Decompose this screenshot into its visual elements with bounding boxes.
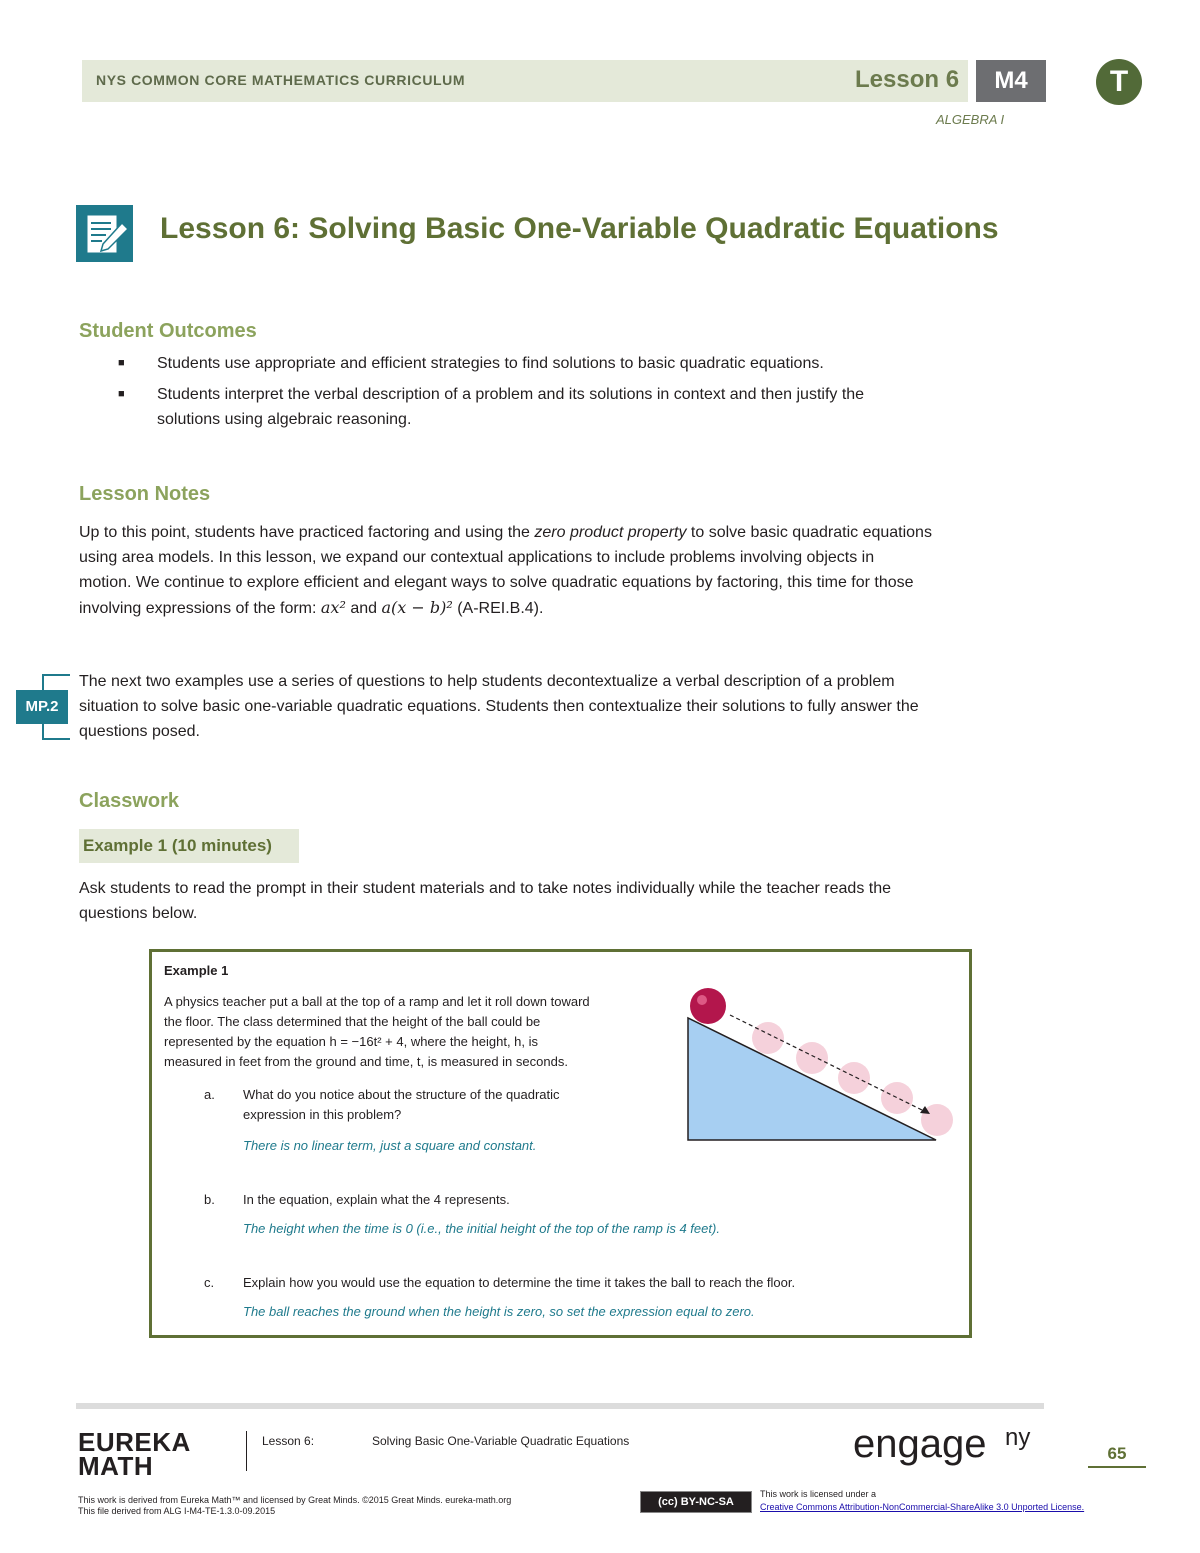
ghost-ball (838, 1062, 870, 1094)
mp-paragraph-line: questions posed. (79, 723, 200, 740)
derived-note: This work is derived from Eureka Math™ and licensed by Great Minds. ©2015 Great Minds. eureka-math.org (78, 1495, 512, 1505)
notes-paragraph-line: motion. We continue to explore efficient and elegant ways to solve quadratic equations by factoring, this time for those (79, 574, 914, 591)
example-box (149, 949, 972, 1338)
instructions-line: questions below. (79, 905, 198, 922)
math-expression: a(x − b)² (381, 598, 453, 617)
ramp-illustration (680, 980, 960, 1145)
footer-rule (76, 1403, 1044, 1409)
classwork-heading: Classwork (79, 790, 180, 812)
math-expression: ax² (320, 598, 346, 617)
zero-product-property: zero product property (534, 524, 687, 541)
outcome-item: Students interpret the verbal description of a problem and its solutions in context and then justify the (157, 386, 865, 403)
ball (690, 988, 726, 1024)
lesson-label: Lesson 6 (855, 66, 960, 93)
notes-paragraph-line: involving expressions of the form: ax² and a(x − b)² (A-REI.B.4). (79, 598, 544, 617)
example-prompt-line: measured in feet from the ground and time, t, is measured in seconds. (164, 1054, 568, 1069)
page-title: Lesson 6: Solving Basic One-Variable Quadratic Equations (160, 212, 999, 245)
ghost-ball (752, 1022, 784, 1054)
course-label: ALGEBRA I (936, 112, 1005, 127)
mp-tag: MP.2 (16, 690, 68, 724)
curriculum-label: NYS COMMON CORE MATHEMATICS CURRICULUM (96, 72, 466, 88)
answer-text: The height when the time is 0 (i.e., the initial height of the top of the ramp is 4 feet). (243, 1221, 720, 1236)
question-letter: b. (204, 1192, 215, 1207)
teacher-badge: T (1096, 59, 1142, 105)
mp-paragraph-line: The next two examples use a series of questions to help students decontextualize a verbal description of a problem (79, 673, 895, 690)
question-letter: a. (204, 1087, 215, 1102)
answer-text: There is no linear term, just a square and constant. (243, 1138, 537, 1153)
notes-heading: Lesson Notes (79, 483, 211, 505)
question-text: What do you notice about the structure of the quadratic (243, 1087, 560, 1102)
outcomes-heading: Student Outcomes (79, 320, 257, 342)
module-badge: M4 (976, 60, 1046, 102)
outcome-item: Students use appropriate and efficient strategies to find solutions to basic quadratic equations. (157, 355, 824, 372)
example-prompt-line: the floor. The class determined that the height of the ball could be (164, 1014, 541, 1029)
example-prompt-line: A physics teacher put a ball at the top of a ramp and let it roll down toward (164, 994, 590, 1009)
footer-lesson-title: Solving Basic One-Variable Quadratic Equations (372, 1434, 630, 1448)
license-link[interactable]: Creative Commons Attribution-NonCommercial-ShareAlike 3.0 Unported License. (760, 1502, 1085, 1512)
outcome-item-continued: solutions using algebraic reasoning. (157, 411, 412, 428)
question-text: expression in this problem? (243, 1107, 402, 1122)
example-title: Example 1 (164, 963, 229, 978)
ghost-ball (881, 1082, 913, 1114)
question-letter: c. (204, 1275, 215, 1290)
bullet-icon: ■ (118, 357, 125, 369)
notes-paragraph-line: Up to this point, students have practiced factoring and using the zero product property to solve basic quadratic equations (79, 524, 932, 541)
instructions-line: Ask students to read the prompt in their student materials and to take notes individually while the teacher reads the (79, 880, 892, 897)
mp-paragraph-line: situation to solve basic one-variable quadratic equations. Students then contextualize their solutions to fully answer the (79, 698, 919, 715)
footer-lesson-label: Lesson 6: (262, 1434, 315, 1448)
cc-license-badge: (cc) BY-NC-SA (640, 1491, 752, 1513)
example-prompt-line: represented by the equation h = −16t² + 4, where the height, h, is (164, 1034, 539, 1049)
engageny-logo-ny: ny (1005, 1424, 1031, 1451)
answer-text: The ball reaches the ground when the height is zero, so set the expression equal to zero. (243, 1304, 755, 1319)
question-text: Explain how you would use the equation to determine the time it takes the ball to reach the floor. (243, 1275, 796, 1290)
eureka-math-logo: EUREKA MATH (78, 1427, 191, 1481)
notepad-pencil-icon (76, 205, 133, 262)
ghost-ball (796, 1042, 828, 1074)
engageny-logo: engage (853, 1422, 987, 1466)
example-tag: Example 1 (10 minutes) (83, 836, 272, 855)
license-note: This work is licensed under a (760, 1489, 877, 1499)
page-number: 65 (1088, 1444, 1146, 1468)
question-text: In the equation, explain what the 4 represents. (243, 1192, 510, 1207)
footer-divider (246, 1431, 247, 1471)
bullet-icon: ■ (118, 388, 125, 400)
derived-note: This file derived from ALG I-M4-TE-1.3.0-09.2015 (78, 1506, 276, 1516)
ramp-shape (688, 1018, 936, 1140)
notes-paragraph-line: using area models. In this lesson, we expand our contextual applications to include problems involving objects in (79, 549, 875, 566)
ball-highlight (697, 995, 707, 1005)
